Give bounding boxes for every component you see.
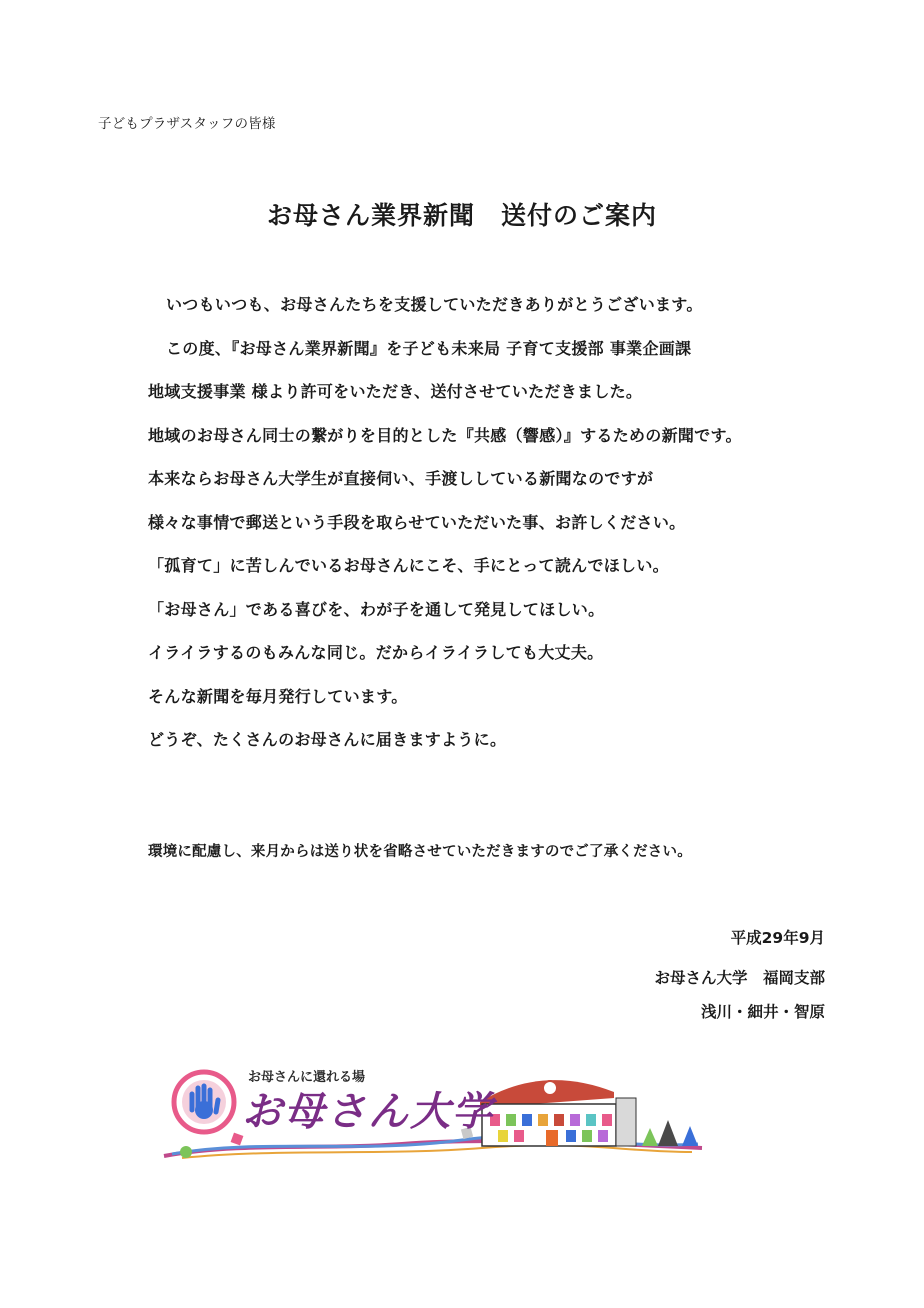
body-line: 地域支援事業 様より許可をいただき、送付させていただきました。 (148, 382, 643, 401)
logo-name: お母さん大学 (242, 1089, 494, 1135)
environment-notice: 環境に配慮し、来月からは送り状を省略させていただきますのでご了承ください。 (148, 844, 692, 860)
body-line: どうぞ、たくさんのお母さんに届きますように。 (148, 730, 507, 749)
signature-organization: お母さん大学 福岡支部 (654, 969, 825, 987)
okaasan-daigaku-logo (162, 1058, 710, 1166)
signature-names: 浅川・細井・智原 (700, 1003, 825, 1021)
logo-tagline: お母さんに還れる場 (248, 1070, 366, 1085)
body-line: 「お母さん」である喜びを、わが子を通して発見してほしい。 (148, 599, 605, 619)
body-line: いつもいつも、お母さんたちを支援していただきありがとうございます。 (166, 295, 703, 314)
body-line: 本来ならお母さん大学生が直接伺い、手渡ししている新聞なのですが (148, 469, 654, 488)
signature-date: 平成29年9月 (730, 929, 825, 947)
body-line: 様々な事情で郵送という手段を取らせていただいた事、お許しください。 (148, 512, 686, 532)
body-line: 「孤育て」に苦しんでいるお母さんにこそ、手にとって読んでほしい。 (148, 556, 669, 575)
body-line: イライラするのもみんな同じ。だからイライラしても大丈夫。 (148, 643, 604, 662)
body-line: そんな新聞を毎月発行しています。 (148, 686, 408, 706)
document-title: お母さん業界新聞 送付のご案内 (266, 201, 657, 230)
body-line: 地域のお母さん同士の繋がりを目的とした『共感（響感）』するための新聞です。 (148, 425, 742, 445)
letter-body (148, 292, 848, 771)
addressee: 子どもプラザスタッフの皆様 (98, 116, 276, 132)
body-line: この度、『お母さん業界新聞』を子ども未来局 子育て支援部 事業企画課 (166, 338, 692, 358)
